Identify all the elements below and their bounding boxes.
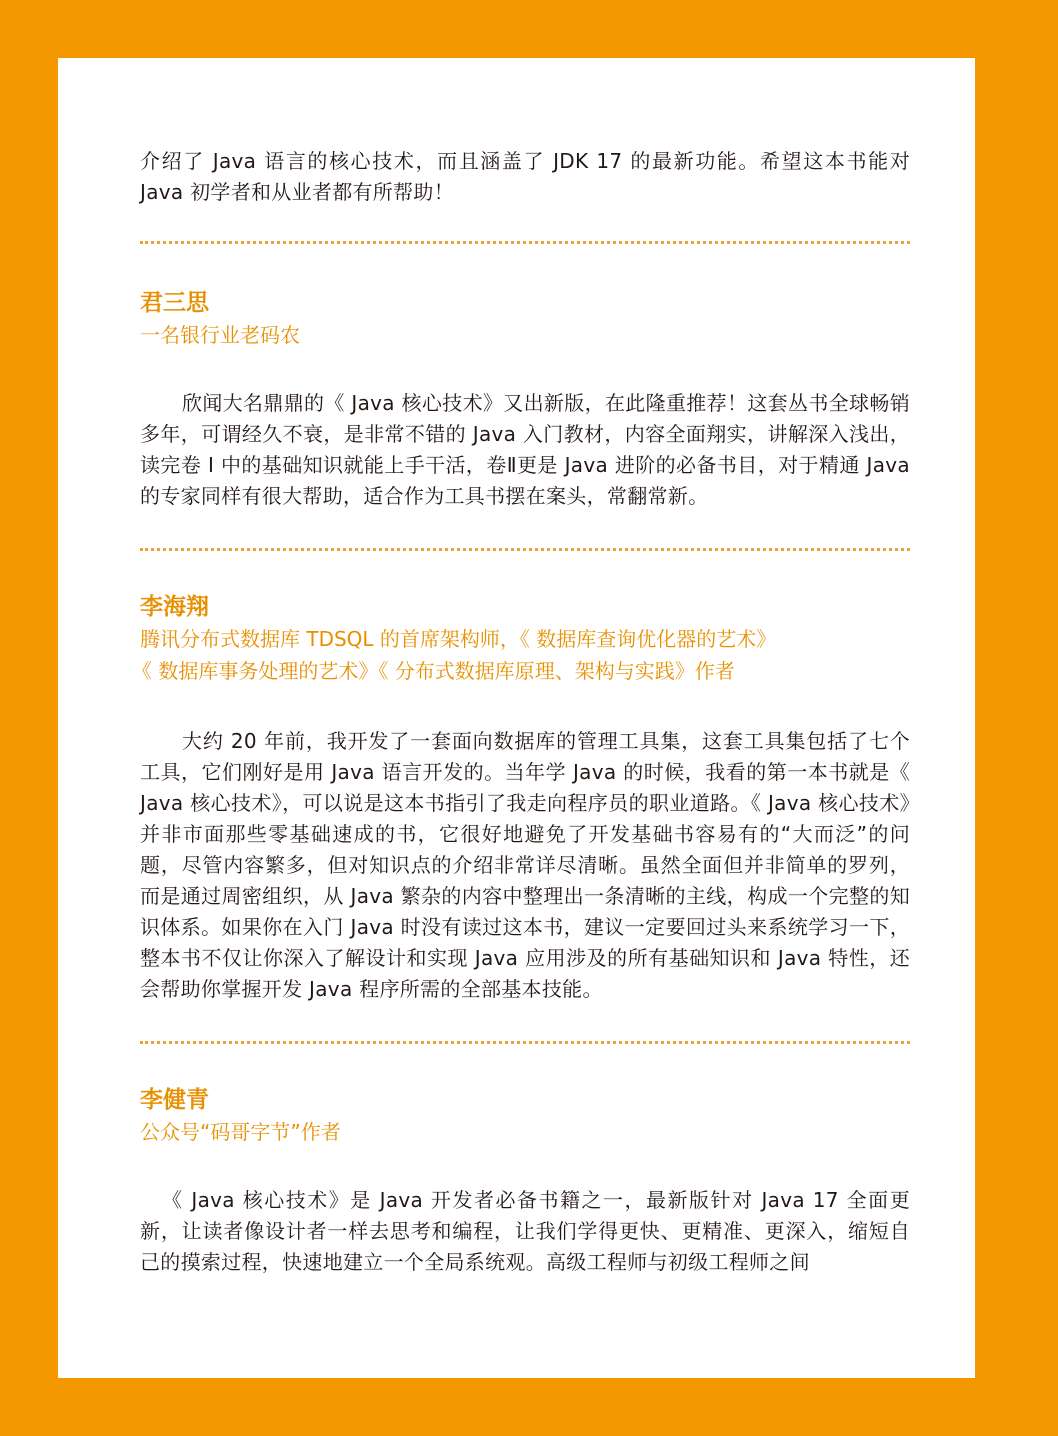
page-content xyxy=(132,146,910,1278)
book-page xyxy=(58,58,975,1378)
author-name: 李海翔 xyxy=(140,594,209,620)
author-role: 一名银行业老码农 xyxy=(140,323,300,347)
review-text: 欣闻大名鼎鼎的《 Java 核心技术》又出新版，在此隆重推荐！这套丛书全球畅销多年，可谓经久不衰，是非常不错的 Java 入门教材，内容全面翔实，讲解深入浅出，读完卷 I 中的基础知识就能上手干活，卷Ⅱ更是 Java 进阶的必备书目，对于精通 Java 的专家同样有很大帮助，适合作为工具书摆在案头，常翻常新。 xyxy=(140,391,910,508)
dotted-divider xyxy=(140,241,910,244)
author-name: 君三思 xyxy=(140,290,209,316)
author-role-line-2: 《 数据库事务处理的艺术》《 分布式数据库原理、架构与实践》作者 xyxy=(132,659,735,683)
dotted-divider xyxy=(140,548,910,551)
author-name: 李健青 xyxy=(140,1087,209,1113)
author-role: 公众号“码哥字节”作者 xyxy=(140,1120,341,1144)
review-block-3 xyxy=(140,1084,910,1278)
review-text: 《 Java 核心技术》是 Java 开发者必备书籍之一，最新版针对 Java 17 全面更新，让读者像设计者一样去思考和编程，让我们学得更快、更精准、更深入，缩短自己的摸索过程，快速地建立一个全局系统观。高级工程师与初级工程师之间 xyxy=(140,1188,910,1274)
author-role-line-1: 腾讯分布式数据库 TDSQL 的首席架构师，《 数据库查询优化器的艺术》 xyxy=(140,627,777,651)
review-block-2 xyxy=(132,591,910,1005)
intro-paragraph: 介绍了 Java 语言的核心技术，而且涵盖了 JDK 17 的最新功能。希望这本书能对 Java 初学者和从业者都有所帮助！ xyxy=(140,149,910,204)
dotted-divider xyxy=(140,1041,910,1044)
review-text: 大约 20 年前，我开发了一套面向数据库的管理工具集，这套工具集包括了七个工具，它们刚好是用 Java 语言开发的。当年学 Java 的时候，我看的第一本书就是《 Java 核心技术》，可以说是这本书指引了我走向程序员的职业道路。《 Java 核心技术》并非市面那些零基础速成的书，它很好地避免了开发基础书容易有的“大而泛”的问题，尽管内容繁多，但对知识点的介绍非常详尽清晰。虽然全面但并非简单的罗列，而是通过周密组织，从 Java 繁杂的内容中整理出一条清晰的主线，构成一个完整的知识体系。如果你在入门 Java 时没有读过这本书，建议一定要回过头来系统学习一下，整本书不仅让你深入了解设计和实现 Java 应用涉及的所有基础知识和 Java 特性，还会帮助你掌握开发 Java 程序所需的全部基本技能。 xyxy=(140,729,910,1001)
review-block-1 xyxy=(140,287,910,512)
